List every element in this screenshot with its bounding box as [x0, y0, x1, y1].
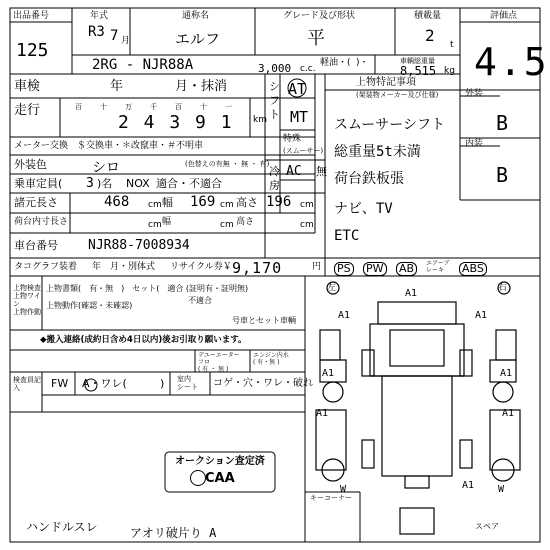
damage-mark-7: A1: [502, 408, 515, 419]
capacity-label: 積載量: [414, 11, 442, 21]
stamp-title: オークション査定済: [175, 456, 265, 467]
recycle-value: 9,170: [232, 259, 283, 277]
tacho-label: タコグラフ装着: [14, 262, 78, 272]
mileage-unit: km: [253, 115, 267, 125]
shaken-label: 車検: [14, 79, 41, 94]
equipment-line-1: スムーサーシフト: [334, 117, 446, 133]
aux-box-2: エンジン内水 ( 有・無 ): [253, 352, 289, 366]
damage-mark-3: A1: [475, 310, 488, 321]
passengers-unit: )名: [97, 177, 113, 190]
damage-mark-4: A1: [322, 368, 335, 379]
equipment-line-5: ETC: [334, 228, 360, 244]
shaken-month: 月・抹消: [175, 79, 228, 94]
exterior-label: 外装: [465, 89, 484, 99]
exterior-value: B: [496, 111, 509, 135]
meter-options: メーター交換 ＄交換車・＊改竄車・＃不明車: [14, 141, 204, 151]
shift-label: シフト: [269, 80, 280, 121]
length-value: 468: [104, 194, 130, 210]
checker-label: 検査員記入: [13, 376, 41, 392]
color-label: 外装色: [14, 158, 47, 171]
year-label: 年式: [90, 11, 109, 21]
body-inspection-label: 上物検査 上物ワイン 上物作動: [13, 284, 41, 316]
capacity-unit: t: [450, 40, 454, 50]
fuel-suffix: )・: [356, 58, 369, 68]
passengers-value: 3: [86, 176, 94, 191]
equipment-line-3: 荷台鉄板張: [334, 171, 404, 187]
bed-height-label: 高さ: [236, 217, 255, 227]
color-value: シロ: [92, 160, 120, 176]
corner-label: キーコーナー: [310, 494, 352, 502]
height-value: 196: [266, 194, 292, 210]
year-era: R3: [88, 24, 105, 40]
chassis-value: NJR88-7008934: [88, 238, 190, 253]
spare-label: スペア: [475, 522, 499, 531]
caa-logo-icon: [190, 470, 206, 486]
damage-mark-5: A1: [500, 368, 513, 379]
mileage-unit-man: 万: [125, 103, 132, 111]
seat-label: 室内 シート: [177, 375, 198, 391]
bottom-note-left: ハンドルスレ: [26, 520, 98, 534]
damage-mark-10: W: [498, 484, 505, 495]
option-pw: PW: [363, 262, 387, 276]
chassis-label: 車台番号: [14, 239, 58, 252]
bed-length-unit: cm: [148, 220, 162, 230]
mileage-unit-hundred-man: 百: [75, 103, 82, 111]
diagram-right-label: 右: [498, 283, 508, 293]
damage-mark-6: A1: [316, 408, 329, 419]
fw-close: ): [160, 377, 165, 390]
color-change: (色替えの有無 ・ 無 ・ 有): [185, 160, 270, 168]
damage-mark-9: W: [340, 484, 347, 495]
bed-width-label: 幅: [162, 217, 172, 227]
pickup-notice: ◆搬入連絡(成約日含め4日以内)後お引取り願います。: [40, 335, 247, 345]
diagram-left-label: 左: [327, 283, 337, 293]
height-label: 高さ: [236, 196, 258, 209]
docs-line: 上物書類( 有・無 ) セット( 適合 (証明有・証明無): [46, 284, 249, 293]
bed-height-unit: cm: [300, 220, 314, 230]
gvw-label: 車輌総重量: [400, 57, 435, 65]
ac-label: 冷房: [269, 165, 280, 192]
grade-value: 平: [307, 28, 325, 49]
fw-label: FW: [51, 377, 69, 390]
action-line: 上物動作(確認・未確認): [46, 301, 133, 310]
option-ab: AB: [396, 262, 417, 276]
capacity-value: 2: [425, 26, 435, 45]
grade-label: グレード及び形状: [283, 11, 356, 21]
dims-label: 諸元長さ: [14, 196, 58, 209]
tacho-text: 年 月・別体式: [92, 262, 156, 272]
interior-value: B: [496, 163, 509, 187]
ac-value: AC: [286, 164, 302, 179]
model-code: 2RG - NJR88A: [92, 57, 194, 73]
equipment-line-4: ナビ、TV: [334, 201, 393, 217]
damage-mark-2: A1: [338, 310, 351, 321]
model-label: 通称名: [182, 11, 210, 21]
displacement: 3,000: [258, 62, 292, 75]
interior-label: 内装: [465, 139, 484, 149]
mileage-unit-hundred: 百: [175, 103, 182, 111]
bed-width-unit: cm: [220, 220, 234, 230]
equipment-subtitle: (架装物メーカー及び仕様): [356, 91, 439, 99]
recycle-unit: 円: [312, 262, 322, 272]
shift-mt: MT: [290, 108, 309, 126]
bottom-note-mid: アオリ破片り A: [130, 526, 217, 540]
lot-label: 出品番号: [13, 11, 50, 21]
equipment-line-2: 総重量5t未満: [334, 144, 421, 160]
damage-mark-1: A1: [405, 288, 418, 299]
year-month-unit: 月: [121, 36, 131, 46]
year-month: 7: [110, 28, 119, 44]
mileage-unit-thousand: 千: [150, 103, 157, 111]
lot-number: 125: [16, 40, 49, 61]
fuel-prefix: 軽油・(: [320, 58, 351, 68]
width-label: 幅: [162, 196, 173, 209]
special-value: (スムーサー): [283, 147, 324, 155]
docs-line-2: 不適合: [188, 296, 212, 305]
option-ps: PS: [334, 262, 354, 276]
width-unit: cm: [220, 200, 234, 210]
score-value: 4.5: [474, 40, 549, 84]
gvw-value: 8,515: [400, 64, 437, 78]
mileage-unit-ten: 十: [200, 103, 207, 111]
nox-label: NOX: [126, 177, 150, 190]
gvw-unit: kg: [444, 66, 455, 76]
recycle-label: リサイクル券￥: [170, 262, 232, 272]
seat-value: コゲ・穴・ワレ・破れ: [213, 378, 313, 389]
stamp-caa: CAA: [205, 471, 235, 486]
mileage-value: 2 4 3 9 1: [118, 112, 234, 133]
model-name: エルフ: [175, 30, 221, 48]
special-label: 特殊: [283, 134, 302, 144]
option-air-brake: エアーブレーキ: [426, 260, 450, 274]
damage-mark-8: A1: [462, 480, 475, 491]
shift-at: AT: [288, 80, 307, 98]
equipment-title: 上物特記事項: [356, 77, 416, 88]
passengers-label: 乗車定員(: [14, 177, 63, 190]
height-unit: cm: [300, 200, 314, 210]
pair-line: 号車とセット車輌: [232, 316, 296, 325]
length-unit: cm: [148, 200, 162, 210]
ac-none: 無: [316, 165, 327, 178]
mileage-label: 走行: [14, 103, 41, 118]
width-value: 169: [190, 194, 216, 210]
option-abs: ABS: [459, 262, 487, 276]
fw-value: A・ワレ(: [82, 377, 127, 390]
score-label: 評価点: [490, 11, 518, 21]
shaken-year: 年: [110, 79, 124, 94]
mileage-unit-one: 一: [225, 103, 232, 111]
bed-label: 荷台内寸長さ: [14, 217, 69, 227]
aux-box-1: デユーエーター フロ ( 有 ・ 無 ): [198, 352, 240, 373]
displacement-unit: c.c.: [300, 64, 316, 74]
mileage-unit-ten-man: 十: [100, 103, 107, 111]
nox-value: 適合・不適合: [156, 177, 222, 190]
